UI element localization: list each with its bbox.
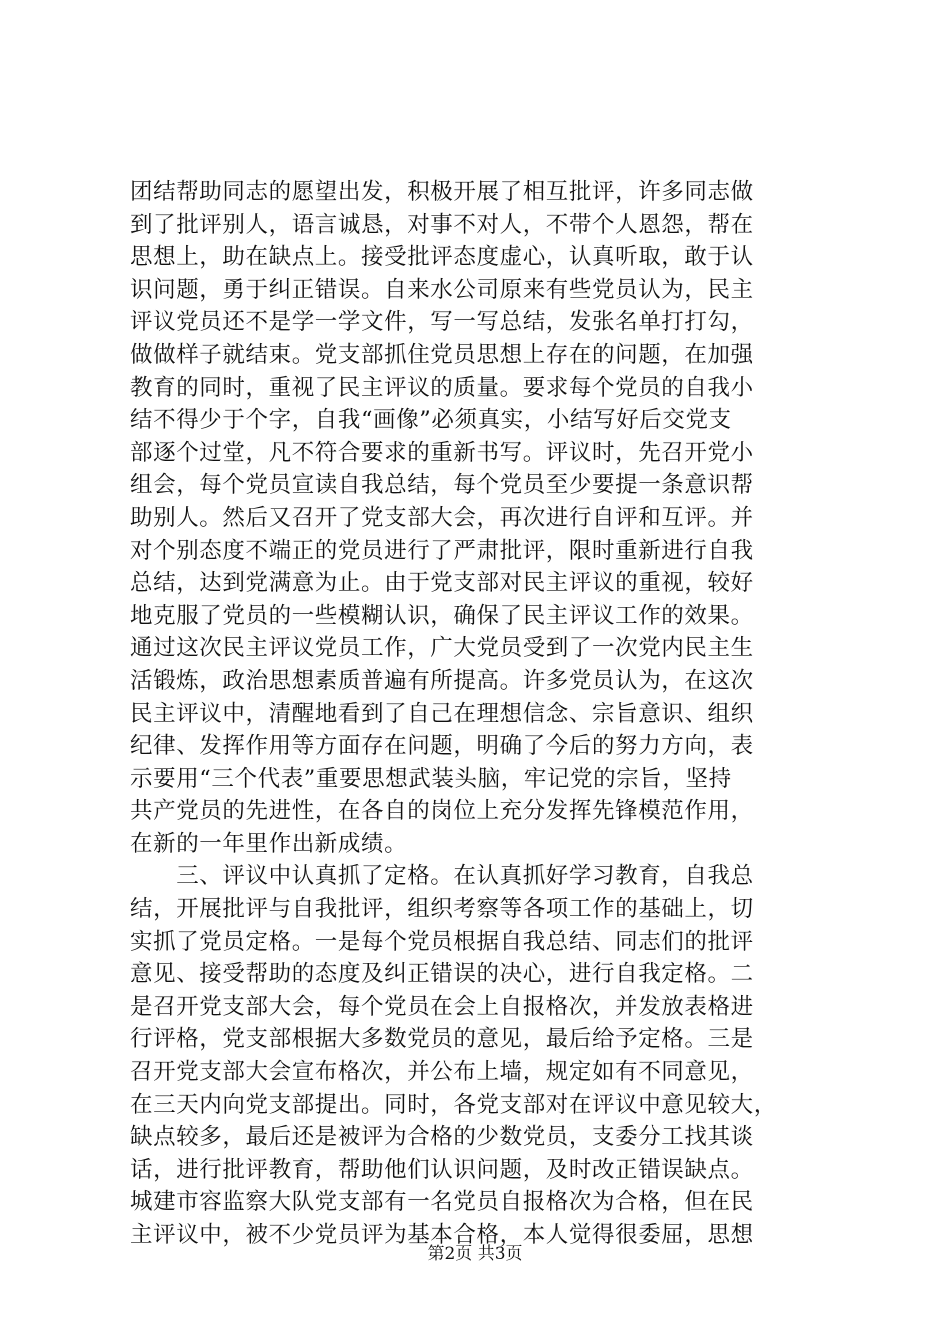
text-line: 评议党员还不是学一学文件，写一写总结，发张名单打打勾， [130, 309, 754, 336]
text-line: 在新的一年里作出新成绩。 [130, 830, 408, 857]
text-line: 意见、接受帮助的态度及纠正错误的决心，进行自我定格。二 [130, 961, 754, 988]
text-line: 总结，达到党满意为止。由于党支部对民主评议的重视，较好 [130, 570, 754, 597]
text-line: 到了批评别人，语言诚恳，对事不对人，不带个人恩怨，帮在 [130, 211, 754, 238]
text-line: 在三天内向党支部提出。同时，各党支部对在评议中意见较大， [130, 1091, 777, 1118]
text-line: 部逐个过堂，凡不符合要求的重新书写。评议时，先召开党小 [130, 439, 754, 466]
text-line: 三、评议中认真抓了定格。在认真抓好学习教育，自我总 [130, 863, 754, 890]
text-line: 识问题，勇于纠正错误。自来水公司原来有些党员认为，民主 [130, 276, 754, 303]
text-line: 组会，每个党员宣读自我总结，每个党员至少要提一条意识帮 [130, 472, 754, 499]
text-line: 对个别态度不端正的党员进行了严肃批评，限时重新进行自我 [130, 537, 754, 564]
text-line: 主评议中，被不少党员评为基本合格，本人觉得很委屈，思想 [130, 1222, 754, 1248]
text-line: 召开党支部大会宣布格次，并公布上墙，规定如有不同意见， [130, 1059, 754, 1086]
text-line: 通过这次民主评议党员工作，广大党员受到了一次党内民主生 [130, 635, 754, 662]
text-line: 实抓了党员定格。一是每个党员根据自我总结、同志们的批评 [130, 928, 754, 955]
text-line: 共产党员的先进性，在各自的岗位上充分发挥先锋模范作用， [130, 798, 754, 825]
document-body [130, 176, 830, 1252]
text-line: 教育的同时，重视了民主评议的质量。要求每个党员的自我小 [130, 374, 754, 401]
text-line: 民主评议中，清醒地看到了自己在理想信念、宗旨意识、组织 [130, 700, 754, 727]
text-line: 纪律、发挥作用等方面存在问题，明确了今后的努力方向，表 [130, 733, 754, 760]
text-line: 结不得少于个字，自我“画像”必须真实，小结写好后交党支 [130, 407, 732, 434]
text-line: 做做样子就结束。党支部抓住党员思想上存在的问题，在加强 [130, 341, 754, 368]
text-line: 地克服了党员的一些模糊认识，确保了民主评议工作的效果。 [130, 602, 754, 629]
text-line: 缺点较多，最后还是被评为合格的少数党员，支委分工找其谈 [130, 1124, 754, 1151]
text-line: 示要用“三个代表”重要思想武装头脑，牢记党的宗旨，坚持 [130, 765, 732, 792]
text-line: 行评格，党支部根据大多数党员的意见，最后给予定格。三是 [130, 1026, 754, 1053]
text-line: 城建市容监察大队党支部有一名党员自报格次为合格，但在民 [130, 1189, 754, 1216]
page-number-footer: 第2页 共3页 [427, 1244, 523, 1264]
text-line: 活锻炼，政治思想素质普遍有所提高。许多党员认为，在这次 [130, 667, 754, 694]
text-line: 思想上，助在缺点上。接受批评态度虚心，认真听取，敢于认 [130, 244, 754, 271]
text-line: 是召开党支部大会，每个党员在会上自报格次，并发放表格进 [130, 993, 754, 1020]
text-line: 结，开展批评与自我批评，组织考察等各项工作的基础上，切 [130, 896, 754, 923]
text-line: 话，进行批评教育，帮助他们认识问题，及时改正错误缺点。 [130, 1156, 754, 1183]
text-line: 助别人。然后又召开了党支部大会，再次进行自评和互评。并 [130, 504, 754, 531]
text-line: 团结帮助同志的愿望出发，积极开展了相互批评，许多同志做 [130, 179, 754, 205]
